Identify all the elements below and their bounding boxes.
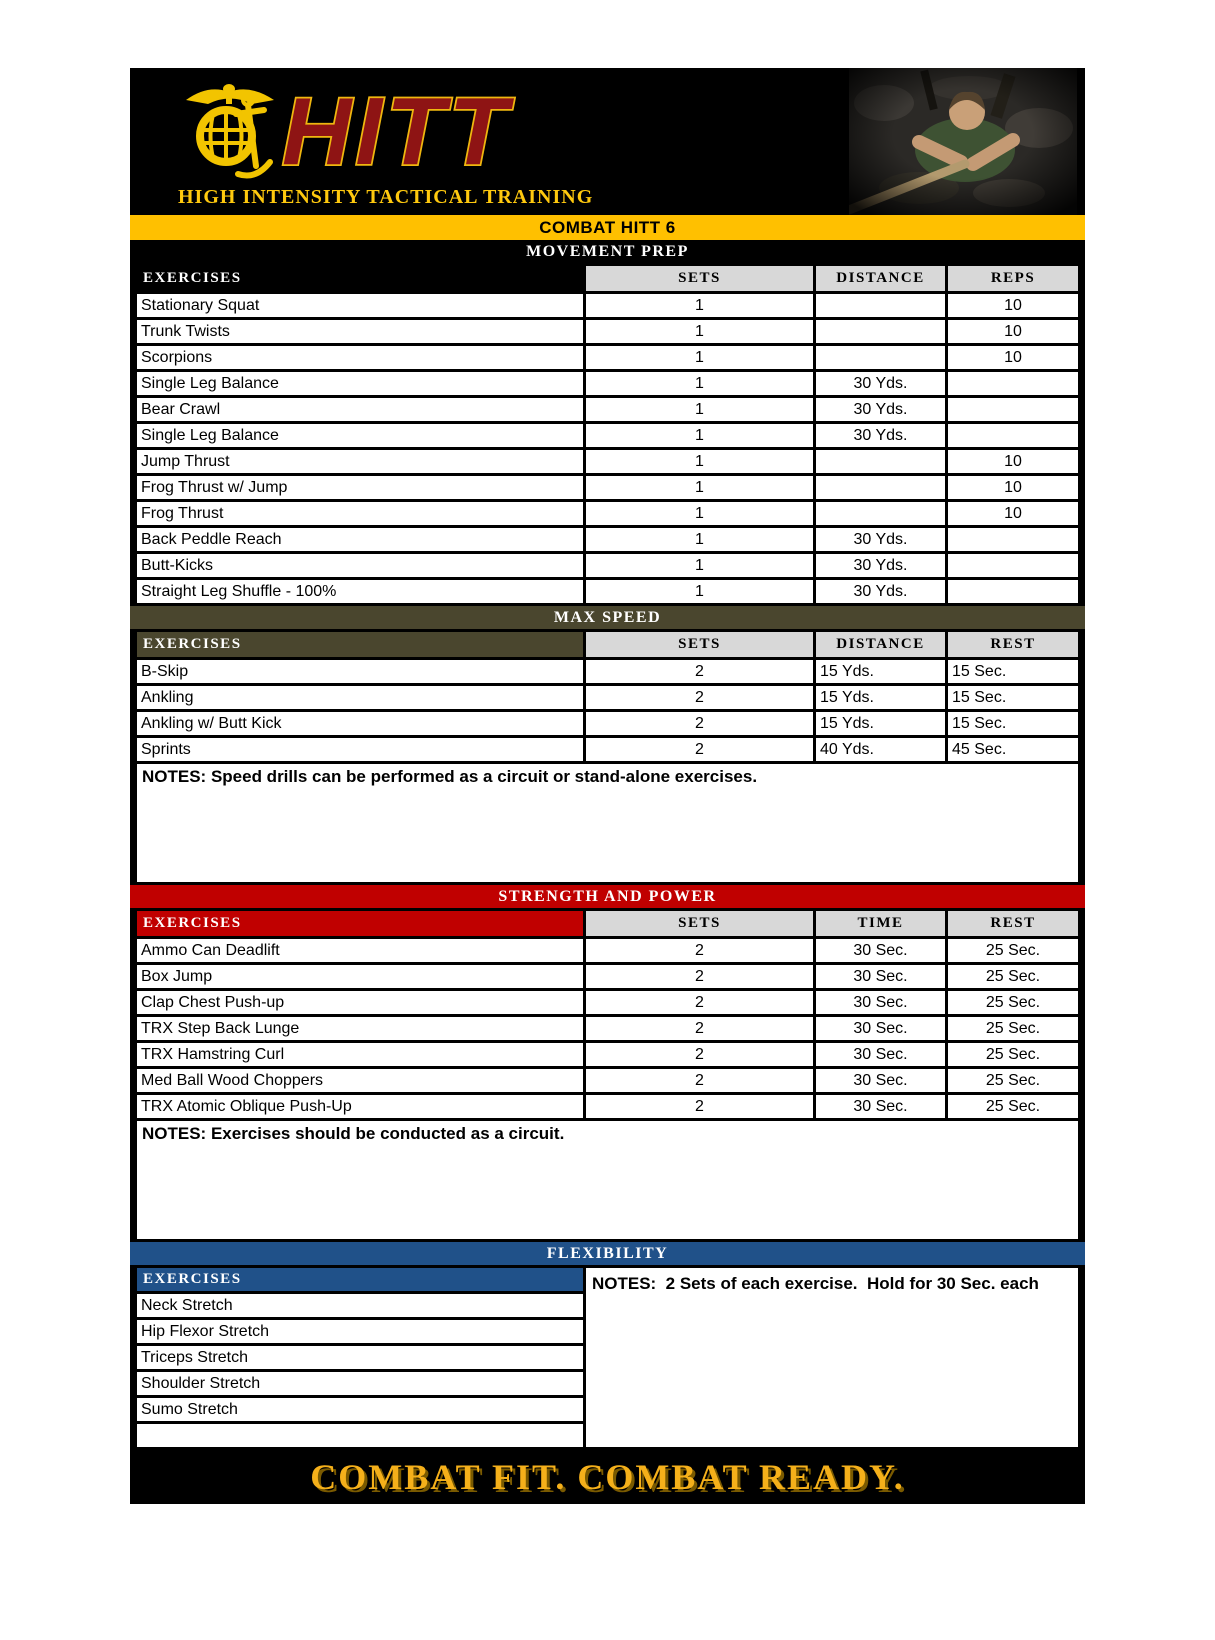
- column-header-rest: REST: [948, 632, 1078, 657]
- exercise-cell: Sprints: [137, 738, 583, 761]
- sets-cell: 2: [586, 991, 813, 1014]
- exercise-cell: Back Peddle Reach: [137, 528, 583, 551]
- time-cell: 30 Sec.: [816, 1095, 945, 1118]
- distance-cell: 30 Yds.: [816, 580, 945, 603]
- reps-cell: 10: [948, 320, 1078, 343]
- section-bar-flexibility: FLEXIBILITY: [130, 1242, 1085, 1265]
- sets-cell: 2: [586, 686, 813, 709]
- column-header-sets: SETS: [586, 632, 813, 657]
- table-row: [137, 398, 1078, 421]
- distance-cell: 15 Yds.: [816, 686, 945, 709]
- rest-cell: 45 Sec.: [948, 738, 1078, 761]
- sets-cell: 1: [586, 424, 813, 447]
- table-row: [137, 1095, 1078, 1118]
- exercise-cell: Single Leg Balance: [137, 424, 583, 447]
- table-row: [137, 320, 1078, 343]
- section-bar-movement-prep: MOVEMENT PREP: [130, 240, 1085, 263]
- hitt-wordmark-text: HITT: [282, 84, 512, 184]
- flexibility-table: [130, 1268, 1085, 1447]
- reps-cell: [948, 424, 1078, 447]
- sets-cell: 1: [586, 476, 813, 499]
- column-header-exercises: EXERCISES: [137, 911, 583, 936]
- table-row: [137, 528, 1078, 551]
- table-row: [137, 294, 1078, 317]
- table-row: [137, 1069, 1078, 1092]
- distance-cell: 15 Yds.: [816, 660, 945, 683]
- table-row: [137, 424, 1078, 447]
- sets-cell: 2: [586, 660, 813, 683]
- exercise-cell: Stationary Squat: [137, 294, 583, 317]
- exercise-cell: B-Skip: [137, 660, 583, 683]
- sets-cell: 2: [586, 1017, 813, 1040]
- sets-cell: 1: [586, 398, 813, 421]
- exercise-cell: Single Leg Balance: [137, 372, 583, 395]
- exercise-cell: Butt-Kicks: [137, 554, 583, 577]
- column-header-exercises: EXERCISES: [137, 266, 583, 291]
- sets-cell: 1: [586, 372, 813, 395]
- distance-cell: 30 Yds.: [816, 528, 945, 551]
- table-row: [137, 686, 1078, 709]
- time-cell: 30 Sec.: [816, 1043, 945, 1066]
- footer-slogan: COMBAT FIT. COMBAT READY.: [130, 1450, 1085, 1504]
- reps-cell: [948, 554, 1078, 577]
- table-row: [137, 346, 1078, 369]
- table-row: Shoulder Stretch: [137, 1372, 583, 1395]
- distance-cell: 15 Yds.: [816, 712, 945, 735]
- table-row: [137, 450, 1078, 473]
- table-row: [137, 991, 1078, 1014]
- exercise-cell: Straight Leg Shuffle - 100%: [137, 580, 583, 603]
- flexibility-notes: NOTES: 2 Sets of each exercise. Hold for 30 Sec. each: [586, 1268, 1078, 1447]
- table-row: [137, 1017, 1078, 1040]
- movement-prep-header-row: [137, 266, 1078, 291]
- exercise-cell: TRX Atomic Oblique Push-Up: [137, 1095, 583, 1118]
- table-row: Hip Flexor Stretch: [137, 1320, 583, 1343]
- exercise-cell: Ankling: [137, 686, 583, 709]
- reps-cell: 10: [948, 450, 1078, 473]
- table-row: Triceps Stretch: [137, 1346, 583, 1369]
- sets-cell: 2: [586, 738, 813, 761]
- column-header-sets: SETS: [586, 911, 813, 936]
- exercise-cell: TRX Step Back Lunge: [137, 1017, 583, 1040]
- table-row-empty: [137, 1424, 583, 1447]
- column-header-time: TIME: [816, 911, 945, 936]
- sets-cell: 1: [586, 320, 813, 343]
- exercise-cell: Ankling w/ Butt Kick: [137, 712, 583, 735]
- strength-power-notes: NOTES: Exercises should be conducted as a circuit.: [137, 1121, 1078, 1239]
- reps-cell: 10: [948, 346, 1078, 369]
- exercise-cell: Scorpions: [137, 346, 583, 369]
- column-header-exercises: EXERCISES: [137, 1268, 583, 1291]
- rest-cell: 15 Sec.: [948, 660, 1078, 683]
- table-row: Neck Stretch: [137, 1294, 583, 1317]
- sets-cell: 2: [586, 712, 813, 735]
- column-header-exercises: EXERCISES: [137, 632, 583, 657]
- column-header-distance: DISTANCE: [816, 266, 945, 291]
- exercise-cell: TRX Hamstring Curl: [137, 1043, 583, 1066]
- exercise-cell: Box Jump: [137, 965, 583, 988]
- table-row: [137, 965, 1078, 988]
- distance-cell: [816, 476, 945, 499]
- rest-cell: 25 Sec.: [948, 965, 1078, 988]
- table-row: [137, 502, 1078, 525]
- header: [130, 68, 1085, 215]
- column-header-sets: SETS: [586, 266, 813, 291]
- rest-cell: 15 Sec.: [948, 686, 1078, 709]
- distance-cell: [816, 320, 945, 343]
- reps-cell: 10: [948, 502, 1078, 525]
- distance-cell: 30 Yds.: [816, 424, 945, 447]
- strength-power-header-row: [137, 911, 1078, 936]
- rest-cell: 25 Sec.: [948, 1017, 1078, 1040]
- distance-cell: 40 Yds.: [816, 738, 945, 761]
- sets-cell: 2: [586, 939, 813, 962]
- sets-cell: 1: [586, 502, 813, 525]
- reps-cell: [948, 372, 1078, 395]
- section-bar-strength-power: STRENGTH AND POWER: [130, 885, 1085, 908]
- exercise-cell: Trunk Twists: [137, 320, 583, 343]
- column-header-rest: REST: [948, 911, 1078, 936]
- table-row: [137, 712, 1078, 735]
- eagle-globe-anchor-icon: [180, 80, 280, 186]
- sets-cell: 1: [586, 554, 813, 577]
- exercise-cell: Clap Chest Push-up: [137, 991, 583, 1014]
- hitt-tagline: HIGH INTENSITY TACTICAL TRAINING: [178, 186, 594, 208]
- time-cell: 30 Sec.: [816, 991, 945, 1014]
- time-cell: 30 Sec.: [816, 939, 945, 962]
- time-cell: 30 Sec.: [816, 965, 945, 988]
- rest-cell: 25 Sec.: [948, 1069, 1078, 1092]
- table-row: [137, 554, 1078, 577]
- reps-cell: [948, 528, 1078, 551]
- exercise-cell: Ammo Can Deadlift: [137, 939, 583, 962]
- rest-cell: 25 Sec.: [948, 939, 1078, 962]
- sets-cell: 2: [586, 965, 813, 988]
- sets-cell: 1: [586, 450, 813, 473]
- table-row: [137, 939, 1078, 962]
- distance-cell: [816, 294, 945, 317]
- table-row: [137, 738, 1078, 761]
- table-row: [137, 476, 1078, 499]
- table-row: Sumo Stretch: [137, 1398, 583, 1421]
- title-bar: COMBAT HITT 6: [130, 215, 1085, 240]
- distance-cell: 30 Yds.: [816, 398, 945, 421]
- rest-cell: 25 Sec.: [948, 1095, 1078, 1118]
- section-bar-max-speed: MAX SPEED: [130, 606, 1085, 629]
- movement-prep-table: [130, 266, 1085, 603]
- sets-cell: 2: [586, 1043, 813, 1066]
- rest-cell: 25 Sec.: [948, 991, 1078, 1014]
- table-row: [137, 372, 1078, 395]
- distance-cell: [816, 346, 945, 369]
- sets-cell: 2: [586, 1069, 813, 1092]
- table-row: [137, 580, 1078, 603]
- column-header-distance: DISTANCE: [816, 632, 945, 657]
- exercise-cell: Jump Thrust: [137, 450, 583, 473]
- sets-cell: 2: [586, 1095, 813, 1118]
- max-speed-notes: NOTES: Speed drills can be performed as a circuit or stand-alone exercises.: [137, 764, 1078, 882]
- exercise-cell: Bear Crawl: [137, 398, 583, 421]
- rest-cell: 15 Sec.: [948, 712, 1078, 735]
- distance-cell: 30 Yds.: [816, 554, 945, 577]
- exercise-cell: Frog Thrust: [137, 502, 583, 525]
- reps-cell: [948, 580, 1078, 603]
- distance-cell: [816, 450, 945, 473]
- exercise-cell: Frog Thrust w/ Jump: [137, 476, 583, 499]
- marine-rope-crawl-photo: [849, 68, 1077, 215]
- hitt-wordmark: [280, 84, 590, 184]
- reps-cell: [948, 398, 1078, 421]
- workout-sheet: [130, 68, 1085, 1504]
- sets-cell: 1: [586, 294, 813, 317]
- time-cell: 30 Sec.: [816, 1017, 945, 1040]
- column-header-reps: REPS: [948, 266, 1078, 291]
- exercise-cell: Med Ball Wood Choppers: [137, 1069, 583, 1092]
- max-speed-header-row: [137, 632, 1078, 657]
- max-speed-table: [130, 632, 1085, 882]
- rest-cell: 25 Sec.: [948, 1043, 1078, 1066]
- sets-cell: 1: [586, 580, 813, 603]
- distance-cell: 30 Yds.: [816, 372, 945, 395]
- table-row: [137, 660, 1078, 683]
- time-cell: 30 Sec.: [816, 1069, 945, 1092]
- strength-power-table: [130, 911, 1085, 1239]
- distance-cell: [816, 502, 945, 525]
- reps-cell: 10: [948, 294, 1078, 317]
- table-row: [137, 1043, 1078, 1066]
- reps-cell: 10: [948, 476, 1078, 499]
- flexibility-exercise-column: [137, 1268, 583, 1447]
- sets-cell: 1: [586, 528, 813, 551]
- sets-cell: 1: [586, 346, 813, 369]
